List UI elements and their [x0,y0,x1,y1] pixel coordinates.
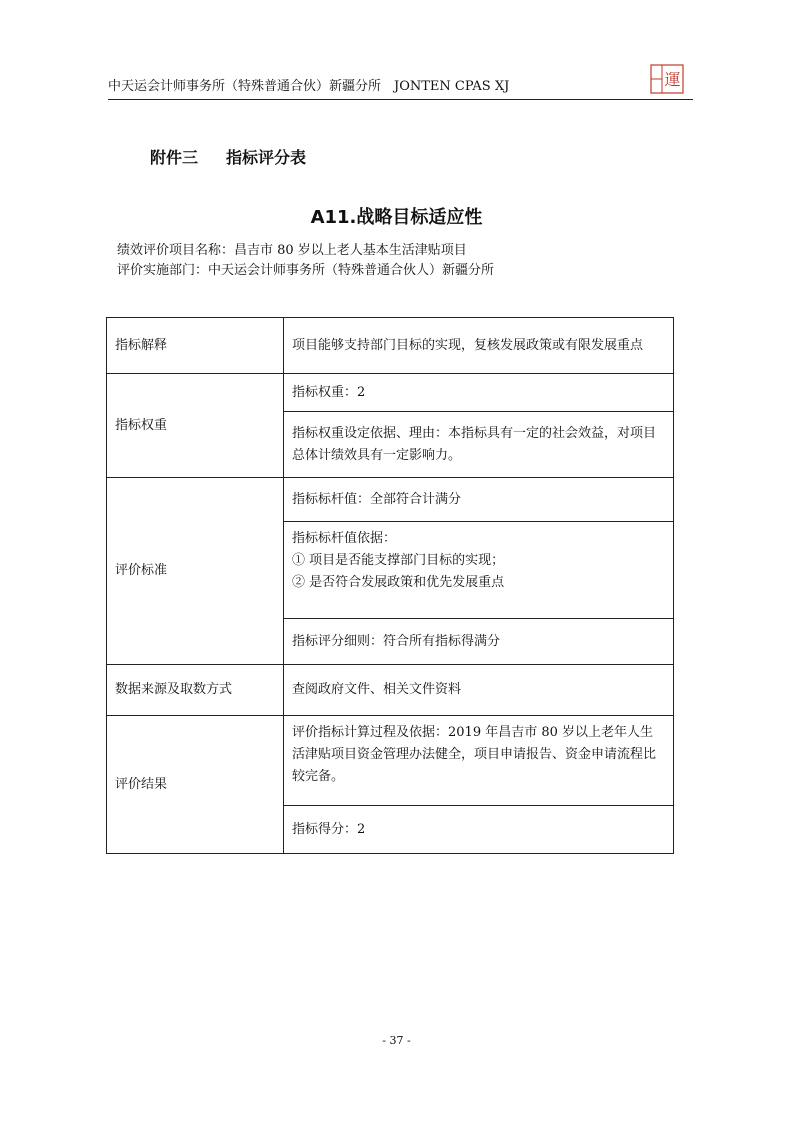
weight-basis: 指标权重设定依据、理由：本指标具有一定的社会效益，对项目总体计绩效具有一定影响力。 [284,412,674,478]
criteria-basis [284,522,674,619]
result-label: 评价结果 [107,716,284,854]
criteria-label: 评价标准 [107,478,284,665]
header-divider [108,99,693,100]
table-row [107,478,674,522]
result-process: 评价指标计算过程及依据：2019 年昌吉市 80 岁以上老年人生活津贴项目资金管理办法健全，项目申请报告、资金申请流程比较完备。 [284,716,674,806]
table-row [107,318,674,374]
explain-value: 项目能够支持部门目标的实现，复核发展政策或有限发展重点 [284,318,674,374]
result-score: 指标得分：2 [284,806,674,854]
criteria-rule: 指标评分细则：符合所有指标得满分 [284,619,674,665]
indicator-table [106,317,674,854]
attachment-heading [150,146,306,170]
table-row [107,374,674,412]
attachment-title: 指标评分表 [226,148,307,167]
logo-glyph: 運 [664,70,681,89]
table-row [107,665,674,716]
criteria-basis-item: ① 项目是否能支撑部门目标的实现； [292,553,505,568]
project-name: 绩效评价项目名称：昌吉市 80 岁以上老人基本生活津贴项目 [117,243,467,258]
explain-label: 指标解释 [107,318,284,374]
weight-label: 指标权重 [107,374,284,478]
page-number: - 37 - [382,1034,411,1047]
weight-value: 指标权重：2 [284,374,674,412]
criteria-basis-title: 指标标杆值依据： [292,531,397,546]
section-title: A11.战略目标适应性 [310,207,483,228]
table-row [107,716,674,806]
header-text: 中天运会计师事务所（特殊普通合伙）新疆分所 JONTEN CPAS XJ [108,79,510,94]
attachment-label: 附件三 [150,148,199,167]
firm-logo-icon [650,64,684,94]
evaluation-department: 评价实施部门：中天运会计师事务所（特殊普通合伙人）新疆分所 [117,263,495,278]
source-value: 查阅政府文件、相关文件资料 [284,665,674,716]
criteria-benchmark: 指标标杆值：全部符合计满分 [284,478,674,522]
page-header [108,76,693,98]
criteria-basis-item: ② 是否符合发展政策和优先发展重点 [292,575,505,590]
source-label: 数据来源及取数方式 [107,665,284,716]
